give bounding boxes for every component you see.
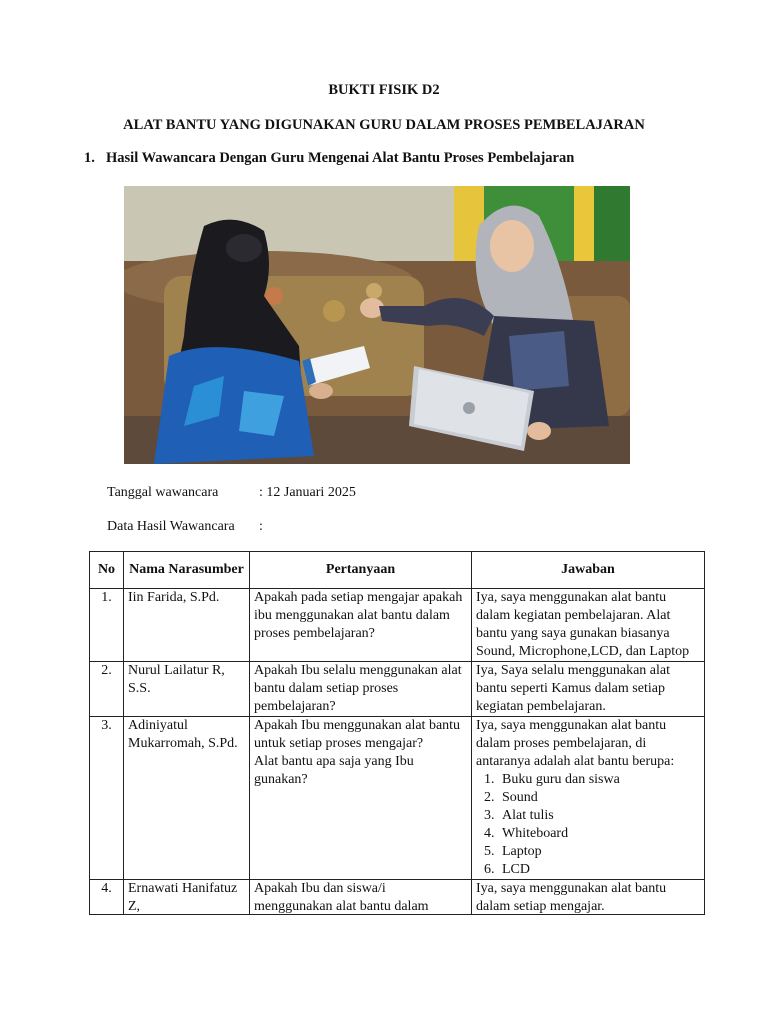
row-nama-text: Ernawati Hanifatuz Z,	[128, 881, 238, 914]
row-jawaban	[472, 880, 705, 915]
list-item: 5. Laptop	[498, 843, 700, 861]
section-heading	[84, 150, 574, 167]
interview-data-label: Data Hasil Wawancara	[107, 519, 235, 534]
row-no: 2.	[90, 662, 124, 717]
list-item: 1. Buku guru dan siswa	[498, 771, 700, 789]
interview-date-value: : 12 Januari 2025	[259, 485, 356, 500]
row-nama: Adiniyatul Mukarromah, S.Pd.	[124, 717, 250, 880]
row-jawaban-text: Iya, saya menggunakan alat bantu dalam setiap mengajar.	[476, 881, 667, 914]
table-header-row	[90, 552, 705, 589]
row-pertanyaan-text: Apakah Ibu dan siswa/i menggunakan alat bantu dalam	[254, 881, 429, 914]
row-jawaban: Iya, saya menggunakan alat bantu dalam kegiatan pembelajaran. Alat bantu yang saya gunakan biasanya Sound, Microphone,LCD, dan Laptop	[472, 589, 705, 662]
row-no: 3.	[90, 717, 124, 880]
row-pertanyaan	[250, 880, 472, 915]
table-row	[90, 589, 705, 662]
list-item: 3. Alat tulis	[498, 807, 700, 825]
list-item: 2. Sound	[498, 789, 700, 807]
document-title: BUKTI FISIK D2	[328, 82, 440, 98]
header-nama: Nama Narasumber	[124, 552, 250, 589]
row-jawaban-intro: Iya, saya menggunakan alat bantu dalam proses pembelajaran, di antaranya adalah alat bantu berupa:	[476, 718, 675, 769]
row-pertanyaan-part-1: Apakah Ibu menggunakan alat bantu untuk setiap proses mengajar?	[254, 718, 461, 751]
section-number: 1.	[84, 150, 95, 166]
row-no: 4.	[90, 880, 124, 915]
header-pertanyaan: Pertanyaan	[250, 552, 472, 589]
table-row	[90, 717, 705, 880]
interview-photo	[124, 186, 630, 464]
interview-photo-illustration	[124, 186, 630, 464]
interview-table	[89, 551, 705, 915]
row-pertanyaan	[250, 717, 472, 880]
list-item: 6. LCD	[498, 861, 700, 879]
row-nama: Iin Farida, S.Pd.	[124, 589, 250, 662]
interview-data-value: :	[259, 519, 263, 534]
row-no: 1.	[90, 589, 124, 662]
row-jawaban: Iya, Saya selalu menggunakan alat bantu seperti Kamus dalam setiap kegiatan pembelajaran.	[472, 662, 705, 717]
row-pertanyaan: Apakah Ibu selalu menggunakan alat bantu dalam setiap proses pembelajaran?	[250, 662, 472, 717]
header-no: No	[90, 552, 124, 589]
alat-bantu-list	[476, 771, 700, 879]
header-jawaban: Jawaban	[472, 552, 705, 589]
row-jawaban	[472, 717, 705, 880]
section-heading-text: Hasil Wawancara Dengan Guru Mengenai Alat Bantu Proses Pembelajaran	[106, 150, 575, 166]
row-nama: Nurul Lailatur R, S.S.	[124, 662, 250, 717]
row-pertanyaan: Apakah pada setiap mengajar apakah ibu menggunakan alat bantu dalam proses pembelajaran?	[250, 589, 472, 662]
table-row	[90, 662, 705, 717]
interview-date-label: Tanggal wawancara	[107, 485, 219, 500]
row-pertanyaan-part-2: Alat bantu apa saja yang Ibu gunakan?	[254, 754, 414, 787]
interview-data-line	[107, 519, 263, 535]
row-nama	[124, 880, 250, 915]
list-item: 4. Whiteboard	[498, 825, 700, 843]
table-row	[90, 880, 705, 915]
document-subtitle: ALAT BANTU YANG DIGUNAKAN GURU DALAM PROSES PEMBELAJARAN	[123, 117, 645, 133]
interview-date-line	[107, 485, 356, 501]
